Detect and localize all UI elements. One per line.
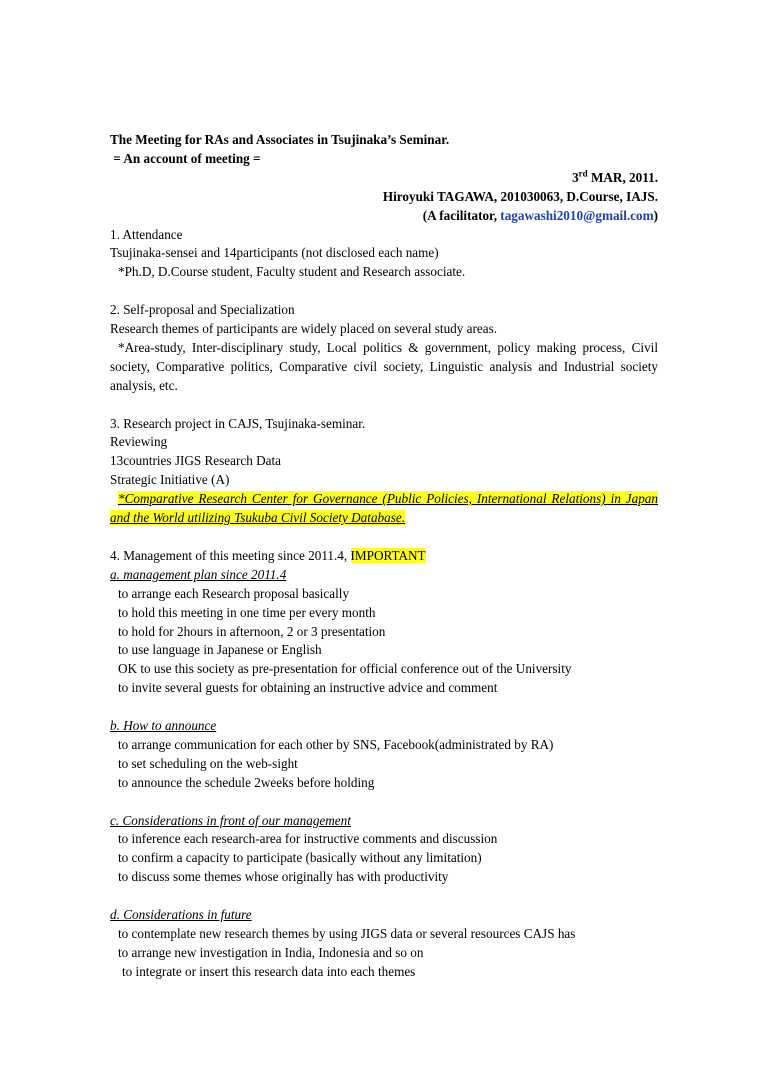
spacer (110, 528, 658, 547)
list-item: to arrange new investigation in India, Indonesia and so on (118, 944, 424, 960)
list-item: to hold for 2hours in afternoon, 2 or 3 presentation (118, 623, 386, 639)
list-item: to announce the schedule 2weeks before holding (118, 774, 375, 790)
highlighted-project-title (110, 490, 658, 528)
section-research-project-line: Strategic Initiative (A) (110, 472, 230, 488)
list-item: to arrange each Research proposal basically (118, 585, 350, 601)
list-item: to inference each research-area for instructive comments and discussion (118, 831, 498, 847)
section-self-proposal-line: Research themes of participants are widely placed on several study areas. (110, 321, 498, 337)
spacer (110, 887, 658, 906)
document-subtitle: = An account of meeting = (110, 150, 261, 166)
subsection-b-title: b. How to announce (110, 718, 217, 734)
document-body (110, 131, 658, 982)
facilitator-email-link[interactable]: tagawashi2010@gmail.com (500, 207, 654, 223)
facilitator-prefix: (A facilitator, (422, 207, 501, 223)
list-item: to discuss some themes whose originally has with productivity (118, 869, 449, 885)
section-attendance-heading: 1. Attendance (110, 226, 183, 242)
date-day: 3 (572, 169, 579, 185)
document-title: The Meeting for RAs and Associates in Tsujinaka’s Seminar. (110, 132, 450, 147)
list-item: to invite several guests for obtaining an instructive advice and comment (118, 680, 498, 696)
date-rest: MAR, 2011. (587, 169, 658, 185)
list-item: OK to use this society as pre-presentation for official conference out of the University (118, 661, 572, 677)
facilitator-suffix: ) (653, 207, 658, 223)
section-self-proposal-heading: 2. Self-proposal and Specialization (110, 302, 295, 318)
list-item: to set scheduling on the web-sight (118, 755, 298, 771)
section-attendance-note: *Ph.D, D.Course student, Faculty student and Research associate. (118, 264, 466, 280)
list-item: to arrange communication for each other by SNS, Facebook(administrated by RA) (118, 736, 554, 752)
subsection-c-title: c. Considerations in front of our management (110, 812, 351, 828)
spacer (110, 698, 658, 717)
highlighted-project-text: *Comparative Research Center for Governance (Public Policies, International Relations) in Japan and the World utilizing Tsukuba Civil Society Database. (110, 491, 658, 526)
list-item: to contemplate new research themes by using JIGS data or several resources CAJS has (118, 925, 576, 941)
section-research-project-line: 13countries JIGS Research Data (110, 453, 282, 469)
subsection-d-title: d. Considerations in future (110, 907, 252, 923)
section-research-project-heading: 3. Research project in CAJS, Tsujinaka-seminar. (110, 415, 366, 431)
spacer (110, 282, 658, 301)
important-badge: IMPORTANT (350, 547, 426, 563)
author-line: Hiroyuki TAGAWA, 201030063, D.Course, IAJS. (382, 188, 658, 204)
subsection-a-title: a. management plan since 2011.4 (110, 566, 287, 582)
list-item: to use language in Japanese or English (118, 642, 322, 658)
list-item: to integrate or insert this research data into each themes (122, 963, 416, 979)
section-self-proposal-areas: *Area-study, Inter-disciplinary study, Local politics & government, policy making process, Civil society, Comparative politics, Comparative civil society, Linguistic analysis and Industrial society analysis, etc. (110, 339, 658, 393)
section-research-project-line: Reviewing (110, 434, 168, 450)
spacer (110, 396, 658, 415)
date-suffix: rd (578, 168, 588, 179)
facilitator-line (110, 207, 658, 226)
section-management-heading-text: 4. Management of this meeting since 2011.4, (110, 547, 351, 563)
list-item: to hold this meeting in one time per every month (118, 604, 376, 620)
section-attendance-line: Tsujinaka-sensei and 14participants (not disclosed each name) (110, 245, 439, 261)
list-item: to confirm a capacity to participate (basically without any limitation) (118, 850, 482, 866)
spacer (110, 793, 658, 812)
section-management-heading (110, 547, 658, 566)
meeting-date (110, 169, 658, 188)
